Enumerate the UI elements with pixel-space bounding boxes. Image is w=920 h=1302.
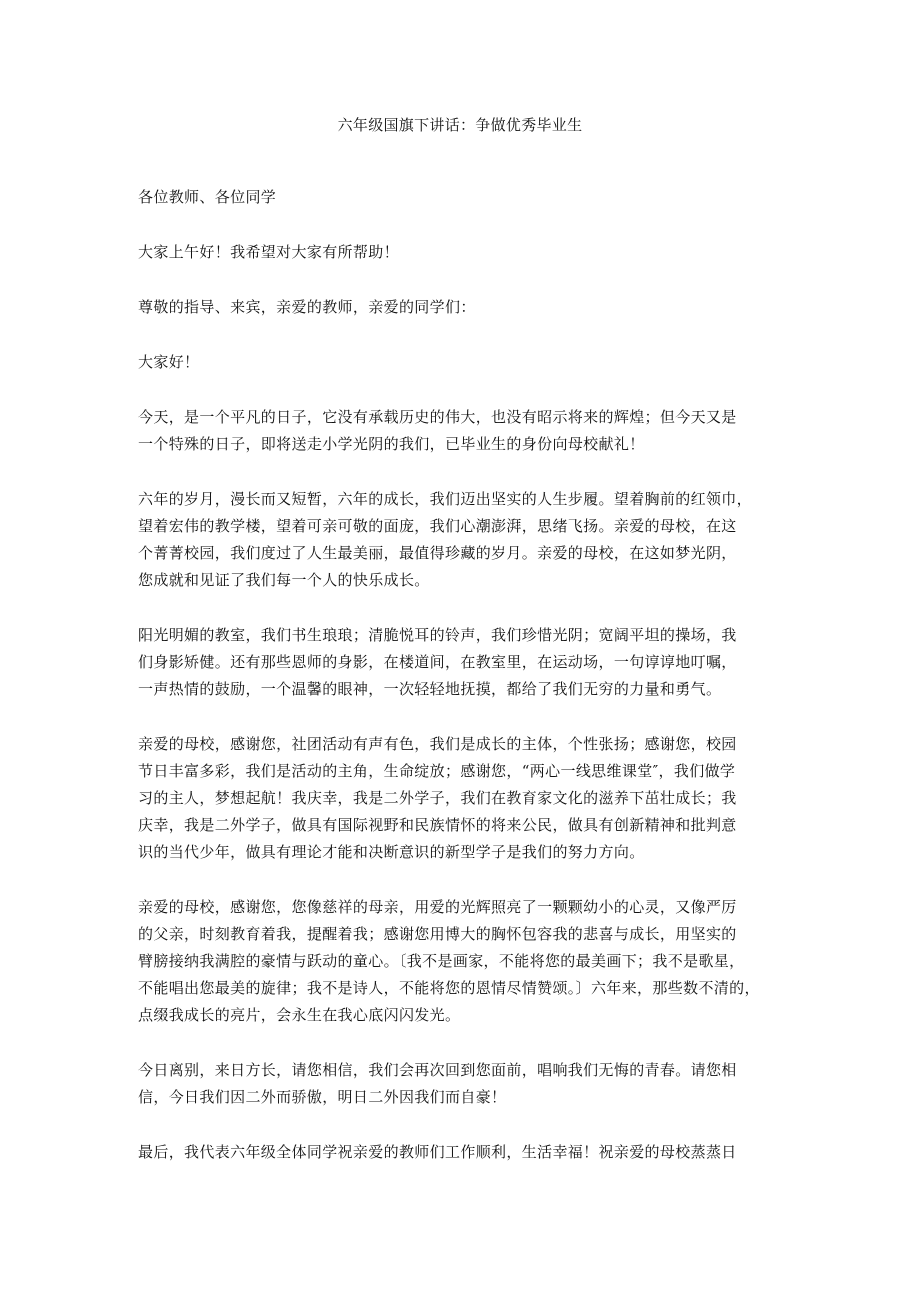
- paragraph-classroom: [138, 622, 788, 703]
- paragraph-closing: [138, 1139, 788, 1166]
- text-line: 臂膀接纳我满腔的豪情与跃动的童心。〔我不是画家，不能将您的最美画下；我不是歌星，: [138, 952, 745, 970]
- paragraph-six-years: [138, 486, 788, 594]
- text-line: 一个特殊的日子，即将送走小学光阴的我们，已毕业生的身份向母校献礼！: [138, 435, 645, 453]
- text-line: 们身影矫健。还有那些恩师的身影，在楼道间，在教室里，在运动场，一句谆谆地叮嘱，: [138, 653, 737, 671]
- document-title: 六年级国旗下讲话：争做优秀毕业生: [337, 116, 583, 134]
- text-line: 六年的岁月，漫长而又短暂，六年的成长，我们迈出坚实的人生步履。望着胸前的红领巾，: [138, 490, 753, 508]
- paragraph-today: [138, 404, 788, 458]
- paragraph-thanks-activities: [138, 731, 788, 866]
- text-line: 庆幸，我是二外学子，做具有国际视野和民族情怀的将来公民，做具有创新精神和批判意: [138, 816, 737, 834]
- paragraph-address: [138, 294, 788, 321]
- text-line: 不能唱出您最美的旋律；我不是诗人，不能将您的恩情尽情赞颂。〕六年来，那些数不清的，: [138, 979, 760, 997]
- text-line: 阳光明媚的教室，我们书生琅琅；清脆悦耳的铃声，我们珍惜光阴；宽阔平坦的操场，我: [138, 626, 737, 644]
- paragraph-hello: [138, 349, 788, 376]
- paragraph-thanks-parents: [138, 894, 788, 1029]
- text-line: 各位教师、各位同学: [138, 188, 277, 206]
- paragraph-salutation: [138, 184, 788, 211]
- text-line: 今天，是一个平凡的日子，它没有承载历史的伟大，也没有昭示将来的辉煌；但今天又是: [138, 408, 737, 426]
- text-line: 今日离别，来日方长，请您相信，我们会再次回到您面前，唱响我们无悔的青春。请您相: [138, 1061, 737, 1079]
- text-line: 个菁菁校园，我们度过了人生最美丽，最值得珍藏的岁月。亲爱的母校，在这如梦光阴，: [138, 544, 737, 562]
- text-line: 望着宏伟的教学楼，望着可亲可敬的面庞，我们心潮澎湃，思绪飞扬。亲爱的母校，在这: [138, 517, 737, 535]
- document-body: [138, 184, 788, 1194]
- text-line: 最后，我代表六年级全体同学祝亲爱的教师们工作顺利，生活幸福！祝亲爱的母校蒸蒸日: [138, 1143, 737, 1161]
- text-line: 大家上午好！我希望对大家有所帮助！: [138, 243, 399, 261]
- text-line: 您成就和见证了我们每一个人的快乐成长。: [138, 571, 430, 589]
- paragraph-greeting: [138, 239, 788, 266]
- text-line: 信，今日我们因二外而骄傲，明日二外因我们而自豪！: [138, 1088, 507, 1106]
- text-line: 习的主人，梦想起航！我庆幸，我是二外学子，我们在教育家文化的滋养下茁壮成长；我: [138, 789, 737, 807]
- text-line: 大家好！: [138, 353, 200, 371]
- paragraph-farewell: [138, 1057, 788, 1111]
- text-line: 识的当代少年，做具有理论才能和决断意识的新型学子是我们的努力方向。: [138, 843, 645, 861]
- text-line: 亲爱的母校，感谢您，社团活动有声有色，我们是成长的主体，个性张扬；感谢您，校园: [138, 735, 737, 753]
- text-line: 尊敬的指导、来宾，亲爱的教师，亲爱的同学们：: [138, 298, 476, 316]
- text-line: 节日丰富多彩，我们是活动的主角，生命绽放；感谢您，“两心一线思维课堂″，我们做学: [138, 762, 736, 780]
- text-line: 的父亲，时刻教育着我，提醒着我；感谢您用博大的胸怀包容我的悲喜与成长，用坚实的: [138, 925, 737, 943]
- text-line: 一声热情的鼓励，一个温馨的眼神，一次轻轻地抚摸，都给了我们无穷的力量和勇气。: [138, 680, 722, 698]
- text-line: 亲爱的母校，感谢您，您像慈祥的母亲，用爱的光辉照亮了一颗颗幼小的心灵，又像严厉: [138, 898, 737, 916]
- text-line: 点缀我成长的亮片，会永生在我心底闪闪发光。: [138, 1006, 461, 1024]
